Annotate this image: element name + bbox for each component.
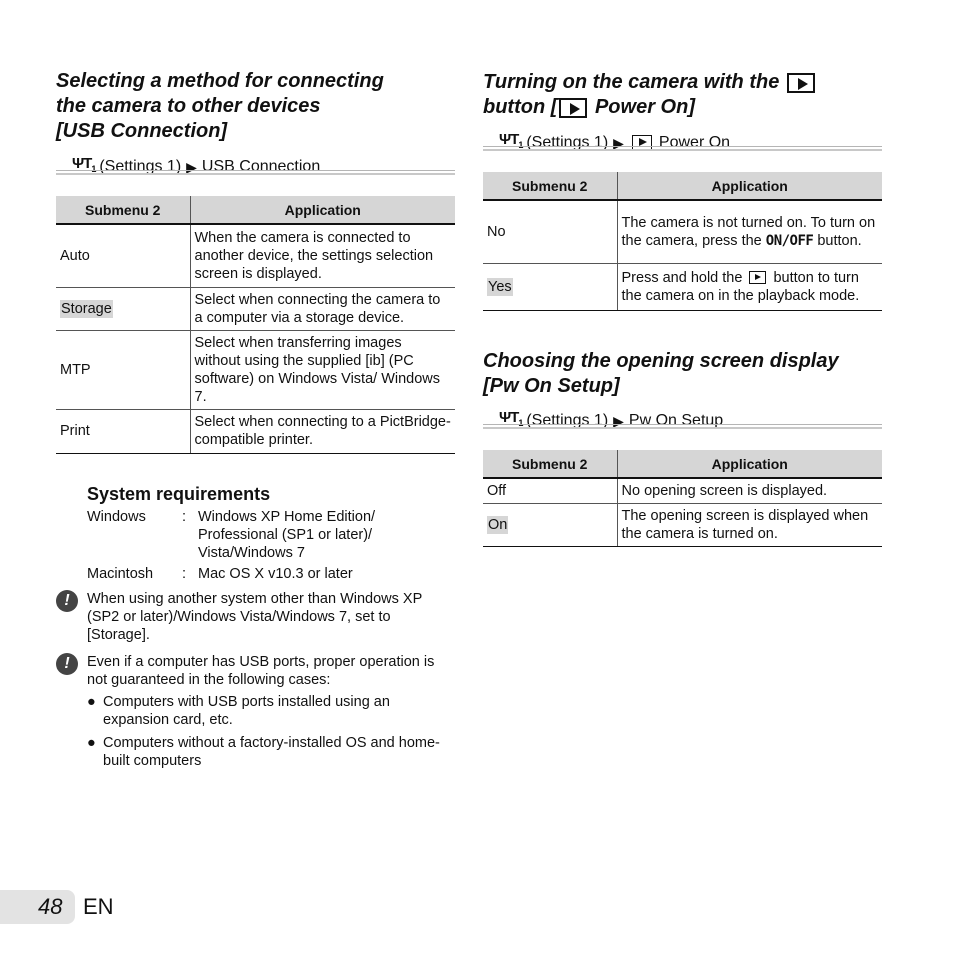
- menu-path-power-on: [499, 130, 730, 155]
- usb-connection-table: [56, 196, 455, 454]
- note-text: When using another system other than Windows XP (SP2 or later)/Windows Vista/Windows 7, set to [Storage].: [87, 591, 423, 643]
- application-cell: No opening screen is displayed.: [617, 478, 882, 503]
- page-number: 48: [38, 894, 63, 919]
- application-cell: Press and hold the button to turn the camera on in the playback mode.: [617, 263, 882, 310]
- path-divider: [483, 424, 882, 429]
- heading-line: Turning on the camera with the: [483, 71, 780, 93]
- table-header-row: [483, 172, 882, 200]
- submenu-cell: No: [483, 200, 617, 263]
- application-cell: The camera is not turned on. To turn on the camera, press the ON/OFF button.: [617, 200, 882, 263]
- os-requirement: Windows XP Home Edition/ Professional (SP1 or later)/ Vista/Windows 7: [198, 509, 376, 561]
- table-row: [483, 478, 882, 503]
- caution-note: [56, 590, 455, 646]
- bullet-text: Computers without a factory-installed OS and home-built computers: [103, 735, 440, 769]
- caution-note: [56, 653, 455, 691]
- os-requirement: Mac OS X v10.3 or later: [198, 566, 353, 582]
- application-cell: Select when connecting the camera to a computer via a storage device.: [190, 287, 455, 330]
- path-arrow-icon: ▶: [613, 412, 624, 429]
- path-target-label: Pw On Setup: [628, 411, 724, 429]
- submenu-cell: MTP: [56, 330, 190, 409]
- pw-on-setup-heading: [483, 349, 839, 399]
- highlighted-option: Storage: [61, 300, 112, 317]
- table-header-submenu: Submenu 2: [483, 450, 617, 478]
- bullet-icon: ●: [87, 735, 96, 751]
- submenu-cell: Print: [56, 409, 190, 453]
- path-divider: [483, 146, 882, 151]
- bullet-text: Computers with USB ports installed using an expansion card, etc.: [103, 694, 390, 728]
- submenu-cell: Off: [483, 478, 617, 503]
- application-cell: The opening screen is displayed when the camera is turned on.: [617, 503, 882, 546]
- heading-line: button [: [483, 96, 558, 118]
- settings-1-icon: $\Psi T_1$: [72, 155, 96, 174]
- table-header-row: [483, 450, 882, 478]
- path-arrow-icon: ▶: [186, 158, 197, 175]
- playback-icon: [559, 98, 587, 118]
- on-off-button-label: ON/OFF: [765, 232, 814, 249]
- caution-icon: !: [56, 590, 78, 612]
- playback-icon: [787, 73, 815, 93]
- heading-line: [Pw On Setup]: [483, 375, 620, 397]
- table-header-submenu: Submenu 2: [483, 172, 617, 200]
- submenu-cell: Auto: [56, 224, 190, 287]
- submenu-cell: [56, 287, 190, 330]
- application-cell: When the camera is connected to another device, the settings selection screen is displayed.: [190, 224, 455, 287]
- list-item: [87, 734, 447, 772]
- table-header-application: Application: [190, 196, 455, 224]
- power-on-heading: [483, 70, 817, 120]
- table-row: [56, 330, 455, 409]
- sysreq-row-macintosh: Macintosh : Mac OS X v10.3 or later: [87, 565, 437, 583]
- usb-connection-heading: [56, 69, 384, 144]
- path-target-label: USB Connection: [201, 157, 321, 175]
- os-name: Windows: [87, 509, 146, 525]
- heading-line: [USB Connection]: [56, 120, 228, 142]
- table-header-row: [56, 196, 455, 224]
- path-arrow-icon: ▶: [613, 134, 624, 151]
- highlighted-option: Yes: [488, 278, 512, 295]
- path-settings-label: (Settings 1): [526, 133, 609, 151]
- heading-line: the camera to other devices: [56, 95, 321, 117]
- power-on-table: [483, 172, 882, 311]
- os-name: Macintosh: [87, 566, 154, 582]
- menu-path-usb: [72, 154, 320, 179]
- caution-icon: !: [56, 653, 78, 675]
- table-row: [56, 409, 455, 453]
- table-row: [483, 503, 882, 546]
- heading-line: Power On]: [589, 96, 695, 118]
- table-header-application: Application: [617, 172, 882, 200]
- application-cell: Select when transferring images without using the supplied [ib] (PC software) on Windows Vista/ Windows 7.: [190, 330, 455, 409]
- sysreq-row-windows: Windows : Windows XP Home Edition/ Professional (SP1 or later)/ Vista/Windows 7: [87, 508, 437, 562]
- table-header-submenu: Submenu 2: [56, 196, 190, 224]
- table-header-application: Application: [617, 450, 882, 478]
- table-row: [56, 287, 455, 330]
- path-settings-label: (Settings 1): [526, 411, 609, 429]
- heading-line: Choosing the opening screen display: [483, 350, 839, 372]
- language-label: EN: [83, 894, 114, 919]
- path-divider: [56, 170, 455, 175]
- bullet-icon: ●: [87, 694, 96, 710]
- application-cell: Select when connecting to a PictBridge-compatible printer.: [190, 409, 455, 453]
- system-requirements-heading: System requirements: [87, 484, 271, 504]
- heading-line: Selecting a method for connecting: [56, 70, 384, 92]
- submenu-cell: [483, 263, 617, 310]
- pw-on-setup-table: [483, 450, 882, 547]
- settings-1-icon: $\Psi T_1$: [499, 409, 523, 428]
- note-text: Even if a computer has USB ports, proper operation is not guaranteed in the following cases:: [87, 654, 435, 688]
- settings-1-icon: $\Psi T_1$: [499, 131, 523, 150]
- table-row: [483, 200, 882, 263]
- table-row: [483, 263, 882, 310]
- table-row: [56, 224, 455, 287]
- playback-icon: [749, 271, 766, 284]
- list-item: [87, 693, 447, 731]
- path-settings-label: (Settings 1): [99, 157, 182, 175]
- path-target-label: Power On: [658, 133, 731, 151]
- highlighted-option: On: [488, 516, 508, 533]
- submenu-cell: [483, 503, 617, 546]
- menu-path-pw-on-setup: [499, 408, 723, 433]
